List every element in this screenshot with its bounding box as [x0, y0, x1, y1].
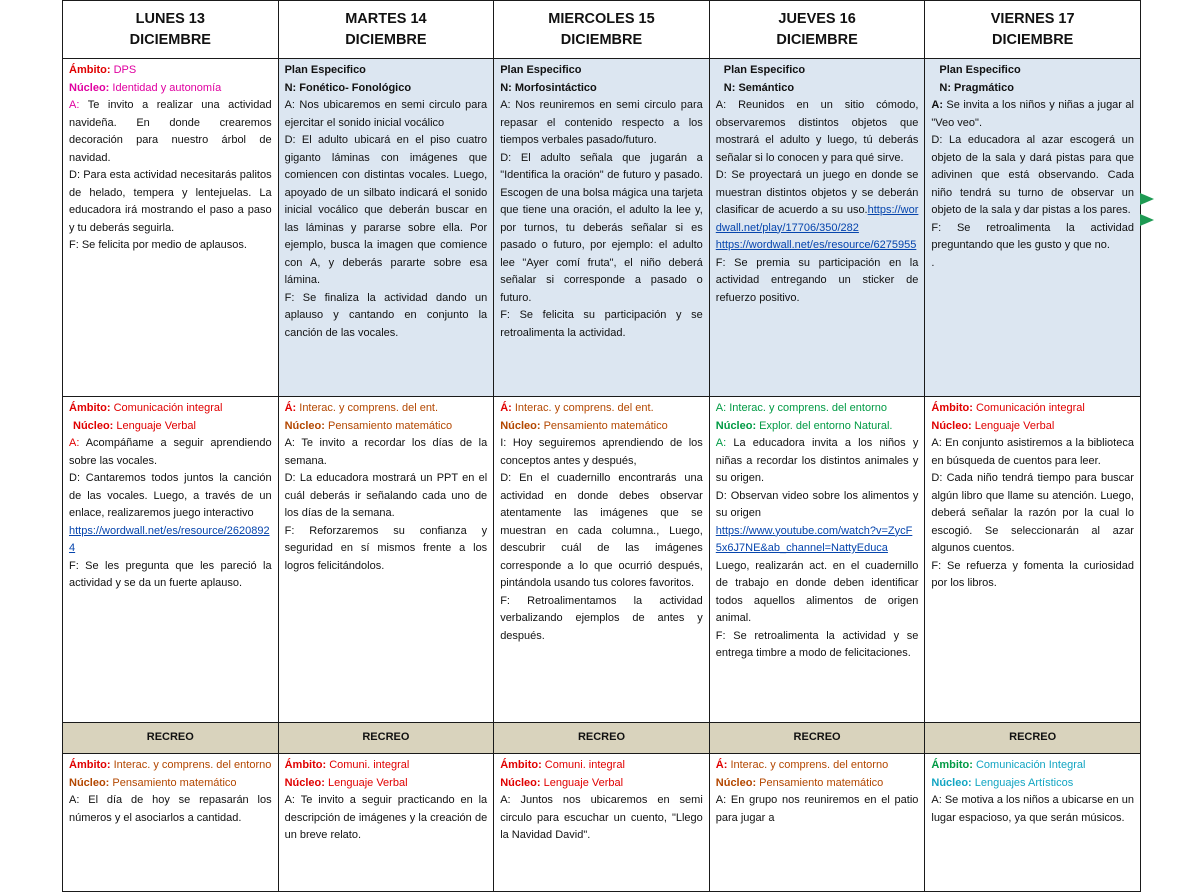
inicio-text: A: Reunidos en un sitio cómodo, observaremos distintos objetos que mostrará el adulto y luego, tú deberás señalar si lo conocen y para qué sirve.	[715, 99, 919, 164]
desarrollo-text: D: La educadora mostrará un PPT en el cuál deberás ir señalando cada uno de los días de la semana.	[284, 472, 488, 519]
recreo-row	[63, 723, 1141, 754]
desarrollo-text: D: Para esta actividad necesitarás palitos de helado, tempera y lentejuelas. La educadora irá mostrando el paso a paso y tu deberás seguirla.	[69, 169, 272, 234]
ambito-value: Comunicación integral	[110, 402, 223, 414]
recreo-cell: RECREO	[925, 723, 1141, 754]
cell-wednesday-2	[494, 397, 710, 723]
nucleo-value: Lenguajes Artísticos	[971, 776, 1074, 789]
nucleo-value: N: Fonético- Fonológico	[284, 81, 412, 94]
inicio-text: Acompáñame a seguir aprendiendo sobre las vocales.	[69, 437, 272, 467]
nucleo-label: Núcleo:	[931, 419, 972, 432]
final-text: F: Se refuerza y fomenta la curiosidad por los libros.	[931, 559, 1134, 589]
ambito-value: A: Interac. y comprens. del entorno	[715, 402, 887, 414]
youtube-video-link[interactable]: https://www.youtube.com/watch?v=ZycF5x6J7NE&ab_channel=NattyEduca	[715, 524, 913, 554]
final-text: F: Se retroalimenta la actividad preguntando que les gusto y que no.	[931, 221, 1134, 251]
green-triangle-icon	[1140, 193, 1154, 205]
nucleo-label: Núcleo:	[284, 776, 325, 789]
ambito-label: Á:	[284, 402, 297, 414]
recreo-cell: RECREO	[709, 723, 925, 754]
recreo-cell: RECREO	[494, 723, 710, 754]
desarrollo-text: D: El adulto señala que jugarán a "Identifica la oración" de futuro y pasado. Escogen de una bolsa mágica una tarjeta que tiene una oración, el adulto la lee y, por turnos, tu deberás señalar si es pasado o futuro, por ejemplo: el adulto lee "Ayer comí fruta", el niño deberá señalar si corresponde a pasado o futuro.	[500, 151, 703, 304]
plan-title: Plan Especifico	[939, 64, 1021, 76]
inicio-text: A: Nos reuniremos en semi circulo para repasar el contenido respecto a los tiempos verbales pasado/futuro.	[500, 99, 703, 146]
inicio-text: I: Hoy seguiremos aprendiendo de los conceptos antes y después,	[500, 437, 703, 467]
cell-friday-1	[925, 59, 1141, 397]
inicio-text: Se invita a los niños y niñas a jugar al "Veo veo".	[931, 99, 1134, 129]
nucleo-value: Lenguaje Verbal	[540, 776, 624, 789]
final-text: F: Se les pregunta que les pareció la actividad y se da un fuerte aplauso.	[69, 559, 272, 589]
day-label: LUNES 13	[135, 10, 205, 27]
month-label: DICIEMBRE	[560, 31, 643, 48]
wordwall-resource-link[interactable]: https://wordwall.net/es/resource/26208924	[69, 524, 270, 554]
ambito-value: DPS	[110, 64, 137, 76]
cell-thursday-1	[709, 59, 925, 397]
ambito-label: Ámbito:	[69, 759, 111, 771]
month-label: DICIEMBRE	[129, 31, 211, 48]
nucleo-value: N: Morfosintáctico	[500, 81, 597, 94]
wordwall-link[interactable]: https://wordwall.net/play/17706/350/282	[715, 204, 919, 234]
day-label: VIERNES 17	[990, 10, 1075, 27]
weekly-plan-sheet	[62, 0, 1140, 892]
ambito-label: Ámbito:	[931, 759, 973, 771]
final-text: F: Retroalimentamos la actividad verbalizando ejemplos de antes y después.	[500, 594, 703, 642]
header-tuesday	[278, 1, 494, 59]
desarrollo-text: D: La educadora al azar escogerá un objeto de la sala y dará pistas para que adivinen que está observando. Cada niño tendrá su turno de observar un objeto de la sala y dar pistas a los pares.	[931, 134, 1134, 216]
nucleo-label: Núcleo:	[715, 419, 757, 432]
cell-tuesday-2	[278, 397, 494, 723]
ambito-value: Interac. y comprens. del entorno	[727, 759, 889, 771]
nucleo-value: Explor. del entorno Natural.	[756, 419, 893, 432]
cell-thursday-3	[709, 754, 925, 892]
ambito-value: Interac. y comprens. del ent.	[296, 402, 439, 414]
ambito-label: Ámbito:	[284, 759, 327, 771]
trailing-mark: .	[931, 256, 935, 269]
month-label: DICIEMBRE	[776, 31, 858, 48]
ambito-label: Ámbito:	[931, 402, 973, 414]
nucleo-label: Núcleo:	[715, 776, 757, 789]
nucleo-label: Núcleo:	[284, 419, 325, 432]
cell-tuesday-3	[278, 754, 494, 892]
ambito-value: Interac. y comprens. del ent.	[511, 402, 654, 414]
inicio-label: A:	[69, 437, 80, 449]
nucleo-label: Núcleo:	[69, 776, 110, 789]
inicio-text: A: Te invito a seguir practicando en la descripción de imágenes y la creación de un breve relato.	[284, 794, 488, 841]
ambito-label: Ámbito:	[69, 402, 111, 414]
activity-row-1	[63, 59, 1141, 397]
header-friday	[925, 1, 1141, 59]
activity-row-2	[63, 397, 1141, 723]
final-text: F: Reforzaremos su confianza y seguridad en sí mismos frente a los logros felicitándolos.	[284, 524, 488, 572]
inicio-text: La educadora invita a los niños y niñas a recordar los distintos animales y su origen.	[715, 437, 919, 484]
day-label: MARTES 14	[345, 10, 427, 27]
recreo-cell: RECREO	[63, 723, 279, 754]
desarrollo-text: D: El adulto ubicará en el piso cuatro giganto láminas con imágenes que comiencen con distintas vocales. Luego, apoyado de un silbato indicará el sonido inicial vocálico que deberán buscar en las láminas y pararse sobre ella. Por ejemplo, busca la imagen que comience con A, y deberás pararte sobre esa lámina.	[284, 134, 488, 286]
inicio-text: A: Nos ubicaremos en semi circulo para ejercitar el sonido inicial vocálico	[284, 99, 488, 129]
cell-wednesday-1	[494, 59, 710, 397]
wordwall-resource-link[interactable]: https://wordwall.net/es/resource/6275955	[715, 239, 917, 251]
inicio-text: A: El día de hoy se repasarán los números y el asociarlos a cantidad.	[69, 794, 272, 824]
nucleo-value: Pensamiento matemático	[756, 776, 884, 789]
inicio-text: A: En grupo nos reuniremos en el patio para jugar a	[715, 794, 919, 824]
desarrollo-text: D: En el cuadernillo encontrarás una actividad en donde debes observar atentamente las imágenes que se muestran en cada columna., Luego, descubrir cuál de las imágenes corresponde a lo que ocurrió después, pintándola usando tus colores favoritos.	[500, 472, 703, 589]
final-text: F: Se finaliza la actividad dando un aplauso y cantando en conjunto la canción de las vocales.	[284, 291, 488, 339]
month-label: DICIEMBRE	[345, 31, 427, 48]
nucleo-value: N: Semántico	[723, 81, 795, 94]
ambito-label: Ámbito:	[69, 64, 111, 76]
cell-friday-3	[925, 754, 1141, 892]
header-thursday	[709, 1, 925, 59]
nucleo-label: Núcleo:	[73, 419, 114, 432]
ambito-value: Comuni. integral	[326, 759, 410, 771]
header-wednesday	[494, 1, 710, 59]
inicio-label: A:	[931, 99, 943, 111]
inicio-text: A: En conjunto asistiremos a la biblioteca en búsqueda de cuentos para leer.	[931, 437, 1134, 467]
nucleo-label: Núcleo:	[500, 776, 541, 789]
ambito-value: Comunicación Integral	[972, 759, 1086, 771]
day-label: JUEVES 16	[778, 10, 856, 27]
inicio-label: A:	[69, 99, 80, 111]
ambito-label: Á:	[500, 402, 512, 414]
ambito-value: Comunicación integral	[972, 402, 1085, 414]
cell-tuesday-1	[278, 59, 494, 397]
cell-monday-3	[63, 754, 279, 892]
day-label: MIERCOLES 15	[548, 10, 655, 27]
header-row	[63, 1, 1141, 59]
final-text: F: Se felicita su participación y se retroalimenta la actividad.	[500, 309, 703, 339]
nucleo-value: Lenguaje Verbal	[971, 419, 1055, 432]
plan-title: Plan Especifico	[284, 64, 366, 76]
nucleo-value: Pensamiento matemático	[324, 419, 453, 432]
final-text: F: Se premia su participación en la actividad entregando un sticker de refuerzo positivo.	[715, 256, 919, 304]
plan-title: Plan Especifico	[500, 64, 582, 76]
ambito-value: Interac. y comprens. del entorno	[110, 759, 272, 771]
cell-monday-2	[63, 397, 279, 723]
nucleo-value: Lenguaje Verbal	[324, 776, 408, 789]
desarrollo-text: D: Cantaremos todos juntos la canción de las vocales. Luego, a través de un enlace, realizaremos juego interactivo	[69, 472, 272, 519]
final-text: F: Se felicita por medio de aplausos.	[69, 239, 247, 251]
cell-friday-2	[925, 397, 1141, 723]
cell-wednesday-3	[494, 754, 710, 892]
desarrollo-text: D: Se proyectará un juego en donde se muestran distintos objetos y se deberán clasificar de acuerdo a su uso.	[715, 169, 919, 216]
nucleo-value: Pensamiento matemático	[540, 419, 668, 432]
ambito-label: Ámbito:	[500, 759, 542, 771]
month-label: DICIEMBRE	[991, 31, 1074, 48]
inicio-label: A:	[715, 437, 727, 449]
ambito-value: Comuni. integral	[541, 759, 625, 771]
nucleo-label: Núcleo:	[69, 81, 110, 94]
desarrollo-text: D: Observan video sobre los alimentos y su origen	[715, 489, 919, 519]
inicio-text: A: Se motiva a los niños a ubicarse en un lugar espacioso, ya que serán músicos.	[931, 794, 1134, 824]
nucleo-value: N: Pragmático	[939, 81, 1014, 94]
green-triangle-icon	[1140, 214, 1154, 226]
inicio-text: A: Juntos nos ubicaremos en semi circulo para escuchar un cuento, "Llego la Navidad David".	[500, 794, 703, 841]
cell-thursday-2	[709, 397, 925, 723]
inicio-text: A: Te invito a recordar los días de la semana.	[284, 437, 488, 467]
cell-monday-1	[63, 59, 279, 397]
weekly-plan-table	[62, 0, 1141, 892]
nucleo-label: Núcleo:	[500, 419, 541, 432]
header-monday	[63, 1, 279, 59]
desarrollo-text-continued: Luego, realizarán act. en el cuadernillo de trabajo en donde deben identificar todos aquellos alimentos de origen animal.	[715, 559, 919, 624]
plan-title: Plan Especifico	[723, 64, 806, 76]
recreo-cell: RECREO	[278, 723, 494, 754]
nucleo-value: Lenguaje Verbal	[113, 419, 196, 432]
ambito-label: Á:	[715, 759, 728, 771]
nucleo-label: Núcleo:	[931, 776, 972, 789]
nucleo-value: Identidad y autonomía	[109, 81, 222, 94]
inicio-text: Te invito a realizar una actividad navideña. En donde crearemos decoración para nuestro árbol de navidad.	[69, 99, 272, 164]
activity-row-3	[63, 754, 1141, 892]
desarrollo-text: D: Cada niño tendrá tiempo para buscar algún libro que llame su atención. Luego, deberá señalar la razón por la cual lo escogió. Se seleccionarán al azar algunos cuentos.	[931, 472, 1134, 554]
final-text: F: Se retroalimenta la actividad y se entrega timbre a modo de felicitaciones.	[715, 629, 919, 659]
nucleo-value: Pensamiento matemático	[109, 776, 237, 789]
